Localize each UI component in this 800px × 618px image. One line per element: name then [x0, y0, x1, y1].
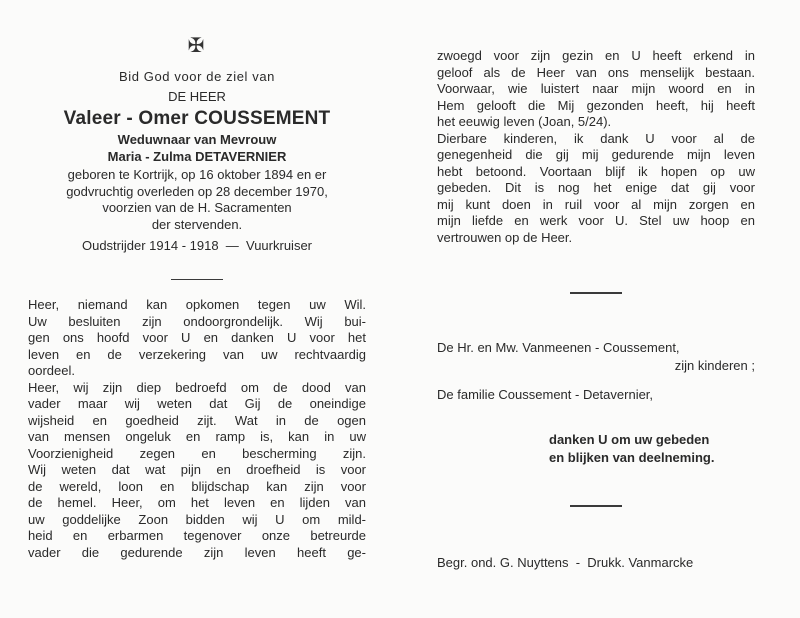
- prayer-line: vader maar wij weten dat Gij de oneindige: [28, 396, 366, 412]
- widower-line: Weduwnaar van Mevrouw: [117, 132, 277, 147]
- prayer-line: Uw besluiten zijn ondoorgrondelijk. Wij bui-: [28, 313, 366, 329]
- prayer-line: de wereld, loon en blijdschap kan zijn voor: [28, 478, 366, 494]
- prayer-line: mij kunt doen in ruil voor al mijn zorgen en: [437, 196, 755, 212]
- prayer-line: vertrouwen op de Heer.: [437, 229, 573, 245]
- title-text: DE HEER: [168, 88, 226, 104]
- prayer-line: gebeden. Dit is nog het enige dat gij voor: [437, 180, 755, 195]
- family-line-relatives: De familie Coussement - Detavernier,: [437, 386, 654, 402]
- family-line-relation: zijn kinderen ;: [674, 358, 755, 374]
- prayer-line: gen ons hoofd voor U en danken U voor het: [28, 330, 366, 346]
- prayer-line: Voorwaar, wie luistert naar mijn woord en in: [437, 81, 755, 96]
- family-block: [437, 340, 755, 404]
- divider: [570, 505, 622, 507]
- cross-icon: ✠: [187, 35, 205, 57]
- prayer-line: vader die gedurende zijn leven heeft ge-: [28, 544, 366, 560]
- prayer-line: Voorzienigheid zegen en bescherming zijn.: [28, 445, 366, 461]
- prayer-line: Heer, wij zijn diep bedroefd om de dood van: [28, 379, 366, 395]
- right-page: [437, 48, 755, 571]
- spouse-name: Maria - Zulma DETAVERNIER: [107, 148, 287, 164]
- bio-line: geboren te Kortrijk, op 16 oktober 1894 en er: [67, 167, 327, 182]
- thanks-line: en blijken van deelneming.: [549, 449, 715, 465]
- left-page: [28, 36, 366, 561]
- prayer-line: Wij weten dat wat pijn en droefheid is voor: [28, 462, 366, 478]
- prayer-line: wijsheid en goedheid zijt. Wat in de ogen: [28, 412, 366, 428]
- bio-line: voorzien van de H. Sacramenten: [102, 200, 292, 215]
- prayer-line: het eeuwig leven (Joan, 5/24).: [437, 114, 612, 129]
- veteran-line: Oudstrijder 1914 - 1918 — Vuurkruiser: [81, 238, 312, 253]
- thanks-line: danken U om uw gebeden: [549, 432, 710, 448]
- prayer-line: hebt betoond. Voortaan blijf ik hopen op uw: [437, 163, 755, 179]
- prayer-line: geloof als de Heer van ons menselijk bestaan.: [437, 64, 755, 80]
- prayer-line: Heer, niemand kan opkomen tegen uw Wil.: [28, 297, 366, 313]
- prayer-line: leven en de verzekering van uw rechtvaardig: [28, 346, 366, 362]
- prayer-line: uw goddelijke Zoon bidden wij U om mild-: [28, 511, 366, 527]
- prayer-line: heid en erbarmen tegenover onze betreurde: [28, 528, 366, 544]
- bio-block: [28, 167, 366, 233]
- prayer-line: genegenheid die gij mij gedurende mijn leven: [437, 147, 755, 162]
- bio-line: der stervenden.: [151, 216, 243, 232]
- prayer-line: van mensen ongeluk en ramp is, kan in uw: [28, 429, 366, 445]
- prayer-line: de hemel. Heer, om het leven en lijden van: [28, 495, 366, 511]
- thanks-block: [549, 432, 755, 466]
- divider: [570, 292, 622, 294]
- divider: [171, 279, 223, 281]
- bio-line: godvruchtig overleden op 28 december 1970,: [66, 183, 328, 199]
- prayer-line: mijn liefde en werk voor U. Stel uw hoop en: [437, 213, 755, 228]
- printer-credit: Begr. ond. G. Nuyttens - Drukk. Vanmarcke: [437, 554, 694, 570]
- intro-text: Bid God voor de ziel van: [118, 69, 276, 84]
- prayer-line: oordeel.: [28, 363, 75, 379]
- prayer-line: Dierbare kinderen, ik dank U voor al de: [437, 130, 755, 146]
- prayer-right: [437, 48, 755, 246]
- prayer-line: Hem gelooft die Mij gezonden heeft, hij heeft: [437, 97, 755, 113]
- prayer-left: [28, 297, 366, 561]
- deceased-name: Valeer - Omer COUSSEMENT: [63, 108, 331, 129]
- prayer-line: zwoegd voor zijn gezin en U heeft erkend in: [437, 48, 755, 63]
- family-line-children: De Hr. en Mw. Vanmeenen - Coussement,: [437, 339, 680, 355]
